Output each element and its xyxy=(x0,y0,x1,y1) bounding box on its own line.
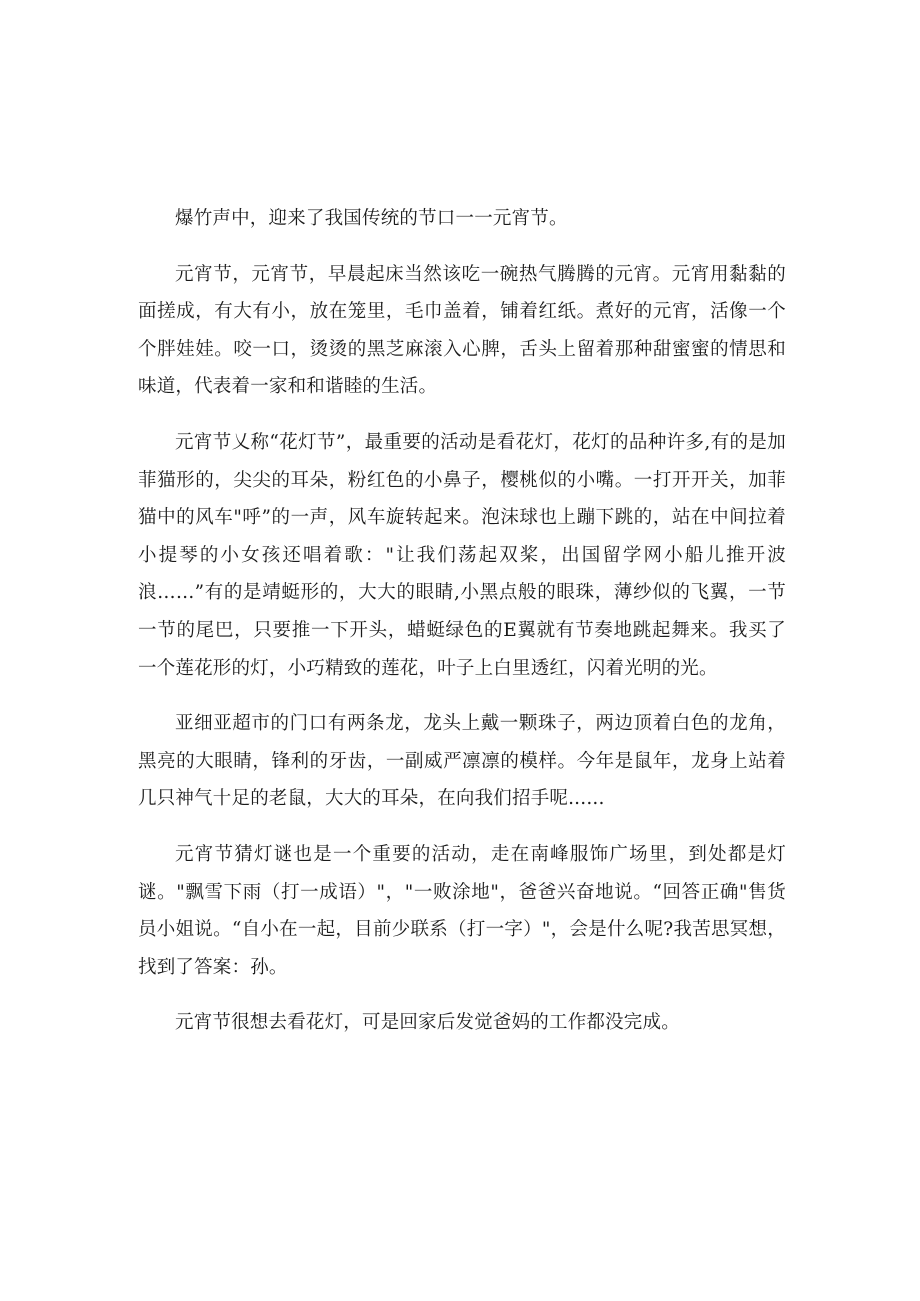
paragraph-5: 元宵节猜灯谜也是一个重要的活动，走在南峰服饰广场里，到处都是灯谜。"飘雪下雨（打一成语）"，"一败涂地"，爸爸兴奋地说。“回答正确"售货员小姐说。“自小在一起，目前少联系（打一字）"，会是什么呢?我苦思冥想，找到了答案：孙。 xyxy=(138,843,786,978)
article-body xyxy=(138,200,786,1060)
paragraph-6: 元宵节很想去看花灯，可是回家后发觉爸妈的工作都没完成。 xyxy=(175,1012,680,1034)
paragraph-1: 爆竹声中，迎来了我国传统的节口一一元宵节。 xyxy=(175,208,568,229)
paragraph-2: 元宵节，元宵节，早晨起床当然该吃一碗热气腾腾的元宵。元宵用黏黏的面搓成，有大有小，放在笼里，毛巾盖着，铺着红纸。煮好的元宵，活像一个个胖娃娃。咬一口，烫烫的黑芝麻滚入心脾，舌头上留着那种甜蜜蜜的情思和味道，代表着一家和和谐睦的生活。 xyxy=(138,263,786,398)
paragraph-3: 元宵节乂称“花灯节”，最重要的活动是看花灯，花灯的品种许多,有的是加菲猫形的，尖尖的耳朵，粉红色的小鼻子，樱桃似的小嘴。一打开开关，加菲猫中的风车"呼”的一声，风车旋转起来。泡沫球也上蹦下跳的，站在中间拉着小提琴的小女孩还唱着歌："让我们荡起双桨，出国留学网小船儿推开波浪……”有的是靖蜓形的，大大的眼睛,小黑点般的眼珠，薄纱似的飞翼，一节一节的尾巴，只要推一下开头，蜡蜓绿色的E翼就有节奏地跳起舞来。我买了一个莲花形的灯，小巧精致的莲花，叶子上白里透红，闪着光明的光。 xyxy=(138,431,786,679)
paragraph-4: 亚细亚超市的门口有两条龙，龙头上戴一颗珠子，两边顶着白色的龙角，黑亮的大眼睛，锋利的牙齿，一副威严凛凛的模样。今年是鼠年，龙身上站着几只神气十足的老鼠，大大的耳朵，在向我们招手呢...... xyxy=(138,713,786,810)
